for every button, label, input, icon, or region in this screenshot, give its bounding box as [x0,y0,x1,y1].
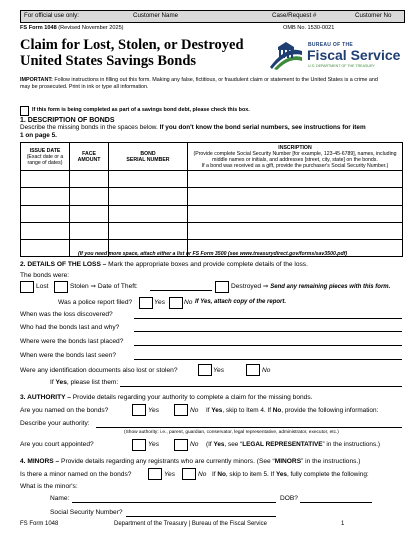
logo-big-text: Fiscal Service [307,47,401,63]
court-if: (If [206,441,214,448]
more-space-note: (If you need more space, attach either a list or FS Form 3500 (see www.treasurydirect.gov/forms/sav3500.pdf) [78,251,348,257]
named-no-word: No [272,407,282,414]
describe-authority-line[interactable] [96,427,402,428]
revision-date: (Revised November 2025) [58,25,124,31]
bonds-were-label: The bonds were: [20,272,70,279]
omb-number: OMB No. 1530-0021 [283,25,335,31]
named-no-checkbox[interactable] [174,404,188,416]
section2-heading-line [20,261,308,269]
destroyed-checkbox[interactable] [215,281,229,293]
col-inscription-sub-3: If a bond was received as a gift, provide the purchaser's Social Security Number.) [201,162,389,169]
section3-heading: 3. AUTHORITY – [20,394,71,401]
named-yes-label: Yes [148,407,159,414]
court-see: , see “ [224,441,243,448]
police-report-question: Was a police report filed? [58,299,133,306]
issue-date-cell[interactable] [21,222,70,239]
issue-date-cell[interactable] [21,171,70,188]
inscription-cell[interactable] [188,205,403,222]
minor-ssn-label: Social Security Number? [50,509,123,516]
show-authority-note: (Show authority: i.e., parent, guardian, conservator, legal representative, administrator, executor, etc.) [124,430,339,435]
col-inscription-title: INSCRIPTION [278,144,312,151]
inscription-cell[interactable] [188,222,403,239]
court-instruction [206,441,380,449]
important-text-2: may be prosecuted. Print in ink or type all information. [20,84,149,90]
minor-skip: , skip to item 5. If [225,471,276,478]
section1-intro-plain: Describe the missing bonds in the spaces below. [20,124,158,131]
minor-name-label: Name: [50,495,70,502]
col-issue-date-title: ISSUE DATE [29,147,61,154]
section4-heading: 4. MINORS – [20,458,60,465]
col-face-amount [70,143,109,171]
capitol-icon [268,41,304,71]
send-remaining-note: Send any remaining pieces with this form. [270,284,391,290]
title-line-2: United States Savings Bonds [20,53,197,69]
discovered-answer-line[interactable] [134,318,402,319]
col-inscription [188,143,403,171]
who-had-answer-line[interactable] [134,331,402,332]
important-notice [20,77,378,91]
court-yes-word: Yes [213,441,225,448]
named-no-label: No [190,407,199,414]
section1-intro [20,124,366,139]
minor-name-line[interactable] [72,502,276,503]
minor-instruction [212,471,369,479]
section4-heading-line [20,458,360,466]
date-of-theft-line[interactable] [150,290,212,291]
court-yes-label: Yes [148,441,159,448]
id-docs-question: Were any identification documents also lost or stolen? [20,367,178,374]
date-of-theft-label: Date of Theft: [97,283,138,290]
case-request-label: Case/Request # [272,12,317,19]
list-them-if: If [50,379,56,386]
stolen-checkbox[interactable] [54,281,68,293]
named-provide: , provide the following information: [281,407,379,414]
footer-form-id: FS Form 1048 [20,521,59,527]
important-text-1: Follow instructions in filling out this form. Making any false, fictitious, or fraudulent claim or statement to the United States is a crime and [52,77,378,83]
id-docs-no-checkbox[interactable] [246,364,260,376]
where-placed-answer-line[interactable] [134,345,402,346]
lost-label: Lost [36,283,49,290]
col-issue-date [21,143,70,171]
section4-heading-rest: Provide details regarding any registrants who are currently minors. (See “ [59,458,275,465]
list-them-answer-line[interactable] [120,386,402,387]
minor-no-word: No [217,471,226,478]
minor-ssn-line[interactable] [126,516,276,517]
id-docs-no-label: No [262,367,271,374]
stolen-label: Stolen [70,283,89,290]
col-face-amount-1: FACE [82,150,96,157]
fiscal-service-logo [268,39,403,73]
when-seen-question: When were the bonds last seen? [20,352,117,359]
named-yes-word: Yes [211,407,223,414]
col-serial-2: SERIAL NUMBER [126,156,170,163]
serial-number-cell[interactable] [109,222,188,239]
col-issue-date-sub-2: range of dates) [27,159,63,166]
inscription-cell[interactable] [188,188,403,205]
lost-checkbox[interactable] [20,281,34,293]
bond-row [21,171,403,188]
bond-row [21,222,403,239]
customer-name-label: Customer Name [133,12,179,19]
named-question: Are you named on the bonds? [20,407,109,414]
named-if: If [206,407,212,414]
stolen-row [70,283,138,291]
section1-intro-bold: If you don't know the bond serial numbers, see instructions for item [159,124,366,131]
serial-number-cell[interactable] [109,188,188,205]
minor-no-label: No [198,471,207,478]
attach-report-note: If Yes, attach copy of the report. [195,299,287,305]
court-no-checkbox[interactable] [174,439,188,451]
list-them-rest: , please list them: [66,379,119,386]
logo-sub-text: U.S. DEPARTMENT OF THE TREASURY [308,64,375,68]
section2-heading: 2. DETAILS OF THE LOSS – [20,261,107,268]
col-issue-date-sub-1: (Exact date or a [26,153,64,160]
arrow-right-icon: ⇒ [262,283,269,290]
issue-date-cell[interactable] [21,205,70,222]
minor-dob-line[interactable] [300,502,372,503]
minor-dob-label: DOB? [280,495,298,502]
bond-row [21,188,403,205]
debt-checkbox[interactable] [20,106,29,116]
serial-number-cell[interactable] [109,205,188,222]
id-docs-yes-label: Yes [213,367,224,374]
section3-heading-rest: Provide details regarding your authority to complete a claim for the missing bonds. [70,394,313,401]
destroyed-row [231,283,390,292]
list-them-yes: Yes [55,379,67,386]
court-no-label: No [190,441,199,448]
named-yes-checkbox[interactable] [132,404,146,416]
named-skip: , skip to Item 4. If [222,407,273,414]
police-no-label: No [184,299,193,306]
debt-check-label: If this form is being completed as part of a savings bond debt, please check this box. [32,107,250,113]
when-seen-answer-line[interactable] [134,359,402,360]
face-amount-cell[interactable] [70,205,109,222]
minor-if: If [212,471,218,478]
who-had-question: Who had the bonds last and why? [20,324,120,331]
destroyed-label: Destroyed [231,283,262,290]
minor-yes-word: Yes [275,471,287,478]
section4-heading-end: ” in the instructions.) [301,458,361,465]
col-face-amount-2: AMOUNT [77,156,101,163]
title-line-1: Claim for Lost, Stolen, or Destroyed [20,37,244,53]
logo-small-text: BUREAU OF THE [308,42,354,48]
issue-date-cell[interactable] [21,240,70,257]
face-amount-cell[interactable] [70,188,109,205]
section2-heading-rest: Mark the appropriate boxes and provide complete details of the loss. [106,261,308,268]
footer-department: Department of the Treasury | Bureau of the Fiscal Service [114,521,267,527]
form-id-line [20,25,124,33]
face-amount-cell[interactable] [70,171,109,188]
page-number: 1 [341,521,345,527]
court-end: ” in the instructions.) [322,441,381,448]
where-placed-question: Where were the bonds last placed? [20,338,124,345]
serial-number-cell[interactable] [109,171,188,188]
list-them-row [50,379,118,387]
minor-complete: , fully complete the following: [286,471,369,478]
police-yes-checkbox[interactable] [139,297,153,309]
form-title [20,37,244,69]
court-yes-checkbox[interactable] [132,439,146,451]
section1-intro-bold-2: 1 on page 5. [20,131,57,139]
minor-yes-label: Yes [164,471,175,478]
arrow-right-icon: ⇒ [90,283,97,290]
court-question: Are you court appointed? [20,441,94,448]
official-use-label: For official use only: [24,12,79,19]
col-inscription-sub-1: (Provide complete Social Security Number [for example, 123-45-6789], names, including [193,150,397,157]
police-no-checkbox[interactable] [169,297,183,309]
police-yes-label: Yes [154,299,165,306]
bond-row [21,205,403,222]
legal-rep-word: LEGAL REPRESENTATIVE [242,441,323,448]
whats-name-label: What is the minor's: [20,483,78,490]
minor-yes-checkbox[interactable] [148,468,162,480]
section1-heading: 1. DESCRIPTION OF BONDS [20,117,115,124]
minors-word: MINORS [274,458,302,465]
face-amount-cell[interactable] [70,222,109,239]
form-id: FS Form 1048 [20,25,57,31]
minor-no-checkbox[interactable] [182,468,196,480]
important-label: IMPORTANT: [20,77,53,83]
named-instruction [206,407,378,415]
issue-date-cell[interactable] [21,188,70,205]
describe-authority-label: Describe your authority: [20,420,90,427]
col-serial-number [109,143,188,171]
col-serial-1: BOND [140,150,156,157]
col-inscription-sub-2: middle names or initials, and addresses [street, city, state] on the bonds. [212,156,378,163]
customer-no-label: Customer No [355,12,392,19]
discovered-question: When was the loss discovered? [20,311,113,318]
minor-question: Is there a minor named on the bonds? [20,471,132,478]
bonds-table [20,142,403,257]
id-docs-yes-checkbox[interactable] [198,364,212,376]
inscription-cell[interactable] [188,171,403,188]
section3-heading-line [20,394,312,402]
